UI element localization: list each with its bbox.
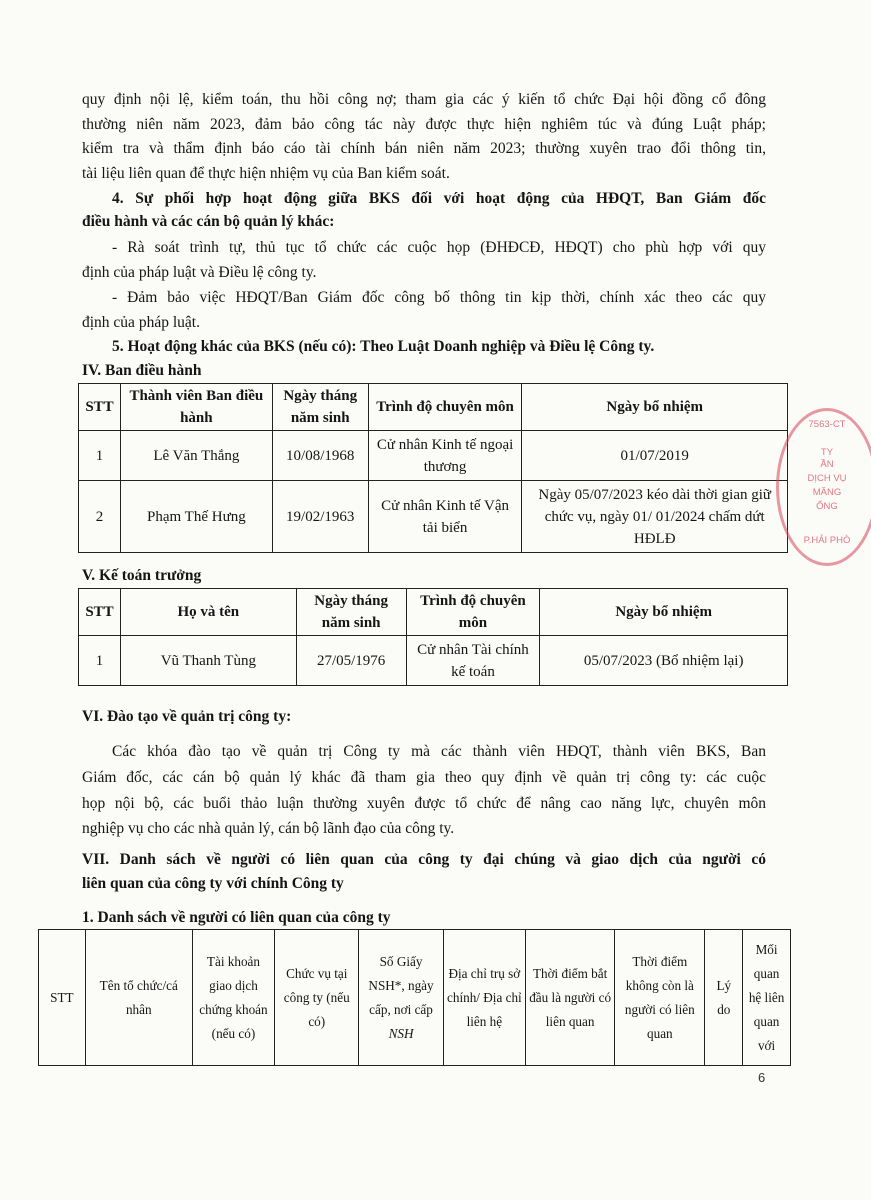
section-4-title-2: điều hành và các cán bộ quản lý khác:	[82, 213, 335, 230]
section-4-bullet-2a: - Đảm bảo việc HĐQT/Ban Giám đốc công bố thông tin kịp thời, chính xác theo các quy	[112, 289, 766, 306]
board-table	[78, 383, 788, 553]
table-header-row	[39, 930, 791, 1066]
section-4-bullet-1b: định của pháp luật và Điều lệ công ty.	[82, 264, 317, 281]
section-5-text: 5. Hoạt động khác của BKS (nếu có): Theo Luật Doanh nghiệp và Điều lệ Công ty.	[112, 338, 655, 355]
table-row	[79, 431, 788, 481]
header-degree: Trình độ chuyên môn	[406, 589, 540, 636]
header-dob: Ngày tháng năm sinh	[296, 589, 406, 636]
header-nsh-italic: NSH	[388, 1025, 414, 1041]
section-4-bullet-1a: - Rà soát trình tự, thủ tục tổ chức các cuộc họp (ĐHĐCĐ, HĐQT) cho phù hợp với quy	[112, 239, 766, 256]
section-vii-title-1: VII. Danh sách về người có liên quan của công ty đại chúng và giao dịch của người có	[82, 851, 766, 868]
section-v-title: V. Kế toán trưởng	[82, 567, 202, 584]
company-stamp	[776, 408, 871, 566]
cell-degree: Cử nhân Kinh tế ngoại thương	[368, 431, 522, 481]
cell-appointed: 05/07/2023 (Bổ nhiệm lại)	[540, 636, 788, 686]
header-appointed: Ngày bổ nhiệm	[522, 384, 788, 431]
cell-stt: 1	[79, 636, 121, 686]
section-vi-line-3: họp nội bộ, các buổi thảo luận thường xuyên được tổ chức để nâng cao năng lực, chuyên môn	[82, 795, 766, 812]
section-vi-line-1: Các khóa đào tạo về quản trị Công ty mà các thành viên HĐQT, thành viên BKS, Ban	[112, 743, 766, 760]
header-appointed: Ngày bổ nhiệm	[540, 589, 788, 636]
cell-appointed: Ngày 05/07/2023 kéo dài thời gian giữ chức vụ, ngày 01/ 01/2024 chấm dứt HĐLĐ	[522, 481, 788, 553]
header-position: Chức vụ tại công ty (nếu có)	[275, 930, 359, 1066]
stamp-text-2: TY	[820, 447, 834, 458]
stamp-text-6: ỐNG	[816, 501, 838, 512]
section-vii-subtitle: 1. Danh sách về người có liên quan của công ty	[82, 909, 391, 926]
stamp-text-5: MĂNG	[812, 487, 842, 498]
cell-degree: Cử nhân Tài chính kế toán	[406, 636, 540, 686]
section-vi-line-4: nghiệp vụ cho các nhà quản lý, cán bộ lãnh đạo của công ty.	[82, 820, 455, 837]
header-name: Tên tổ chức/cá nhân	[85, 930, 192, 1066]
cell-name: Vũ Thanh Tùng	[120, 636, 296, 686]
section-iv-title: IV. Ban điều hành	[82, 362, 202, 379]
section-vi-title: VI. Đào tạo về quản trị công ty:	[82, 708, 292, 725]
header-account: Tài khoản giao dịch chứng khoán (nếu có)	[192, 930, 274, 1066]
cell-stt: 1	[79, 431, 121, 481]
header-stt: STT	[39, 930, 86, 1066]
header-relation: Mối quan hệ liên quan với	[743, 930, 791, 1066]
table-row	[79, 481, 788, 553]
header-stt: STT	[79, 589, 121, 636]
header-stt: STT	[79, 384, 121, 431]
cell-stt: 2	[79, 481, 121, 553]
cell-dob: 19/02/1963	[272, 481, 368, 553]
section-4-bullet-2b: định của pháp luật.	[82, 314, 200, 331]
section-4-title-1: 4. Sự phối hợp hoạt động giữa BKS đối với hoạt động của HĐQT, Ban Giám đốc	[112, 190, 766, 207]
table-row	[79, 636, 788, 686]
intro-line-1: quy định nội lệ, kiểm toán, thu hồi công nợ; tham gia các ý kiến tổ chức Đại hội đồng cổ đông	[82, 91, 766, 108]
header-degree: Trình độ chuyên môn	[368, 384, 522, 431]
section-vi-line-2: Giám đốc, các cán bộ quản lý khác đã tham gia theo quy định về quản trị công ty: các cuộc	[82, 769, 766, 786]
stamp-text-3: ẦN	[820, 459, 834, 470]
cell-name: Lê Văn Thắng	[120, 431, 272, 481]
table-header-row	[79, 589, 788, 636]
header-name: Họ và tên	[120, 589, 296, 636]
stamp-text-4: DỊCH VỤ	[807, 473, 847, 484]
related-persons-table	[38, 929, 791, 1066]
header-address: Địa chỉ trụ sở chính/ Địa chỉ liên hệ	[443, 930, 525, 1066]
header-reason: Lý do	[705, 930, 743, 1066]
stamp-text-7: P.HẢI PHÒ	[803, 535, 851, 546]
table-header-row	[79, 384, 788, 431]
header-start: Thời điểm bắt đầu là người có liên quan	[526, 930, 615, 1066]
cell-dob: 10/08/1968	[272, 431, 368, 481]
stamp-text-1: 7563-CT	[808, 419, 846, 430]
cell-appointed: 01/07/2019	[522, 431, 788, 481]
header-member: Thành viên Ban điều hành	[120, 384, 272, 431]
header-end: Thời điểm không còn là người có liên quan	[615, 930, 705, 1066]
chief-accountant-table	[78, 588, 788, 686]
cell-name: Phạm Thế Hưng	[120, 481, 272, 553]
page-number: 6	[758, 1070, 766, 1085]
intro-line-2: thường niên năm 2023, đảm bảo công tác này được thực hiện nghiêm túc và đúng Luật pháp;	[82, 116, 766, 133]
intro-line-3: kiểm tra và thẩm định báo cáo tài chính bán niên năm 2023; thường xuyên trao đổi thông tin,	[82, 140, 766, 157]
header-nsh	[359, 930, 443, 1066]
section-vii-title-2: liên quan của công ty với chính Công ty	[82, 875, 344, 892]
header-nsh-text: Số Giấy NSH*, ngày cấp, nơi cấp	[368, 953, 434, 1017]
header-dob: Ngày tháng năm sinh	[272, 384, 368, 431]
cell-dob: 27/05/1976	[296, 636, 406, 686]
intro-line-4: tài liệu liên quan để thực hiện nhiệm vụ của Ban kiểm soát.	[82, 165, 450, 182]
cell-degree: Cử nhân Kinh tế Vận tải biển	[368, 481, 522, 553]
